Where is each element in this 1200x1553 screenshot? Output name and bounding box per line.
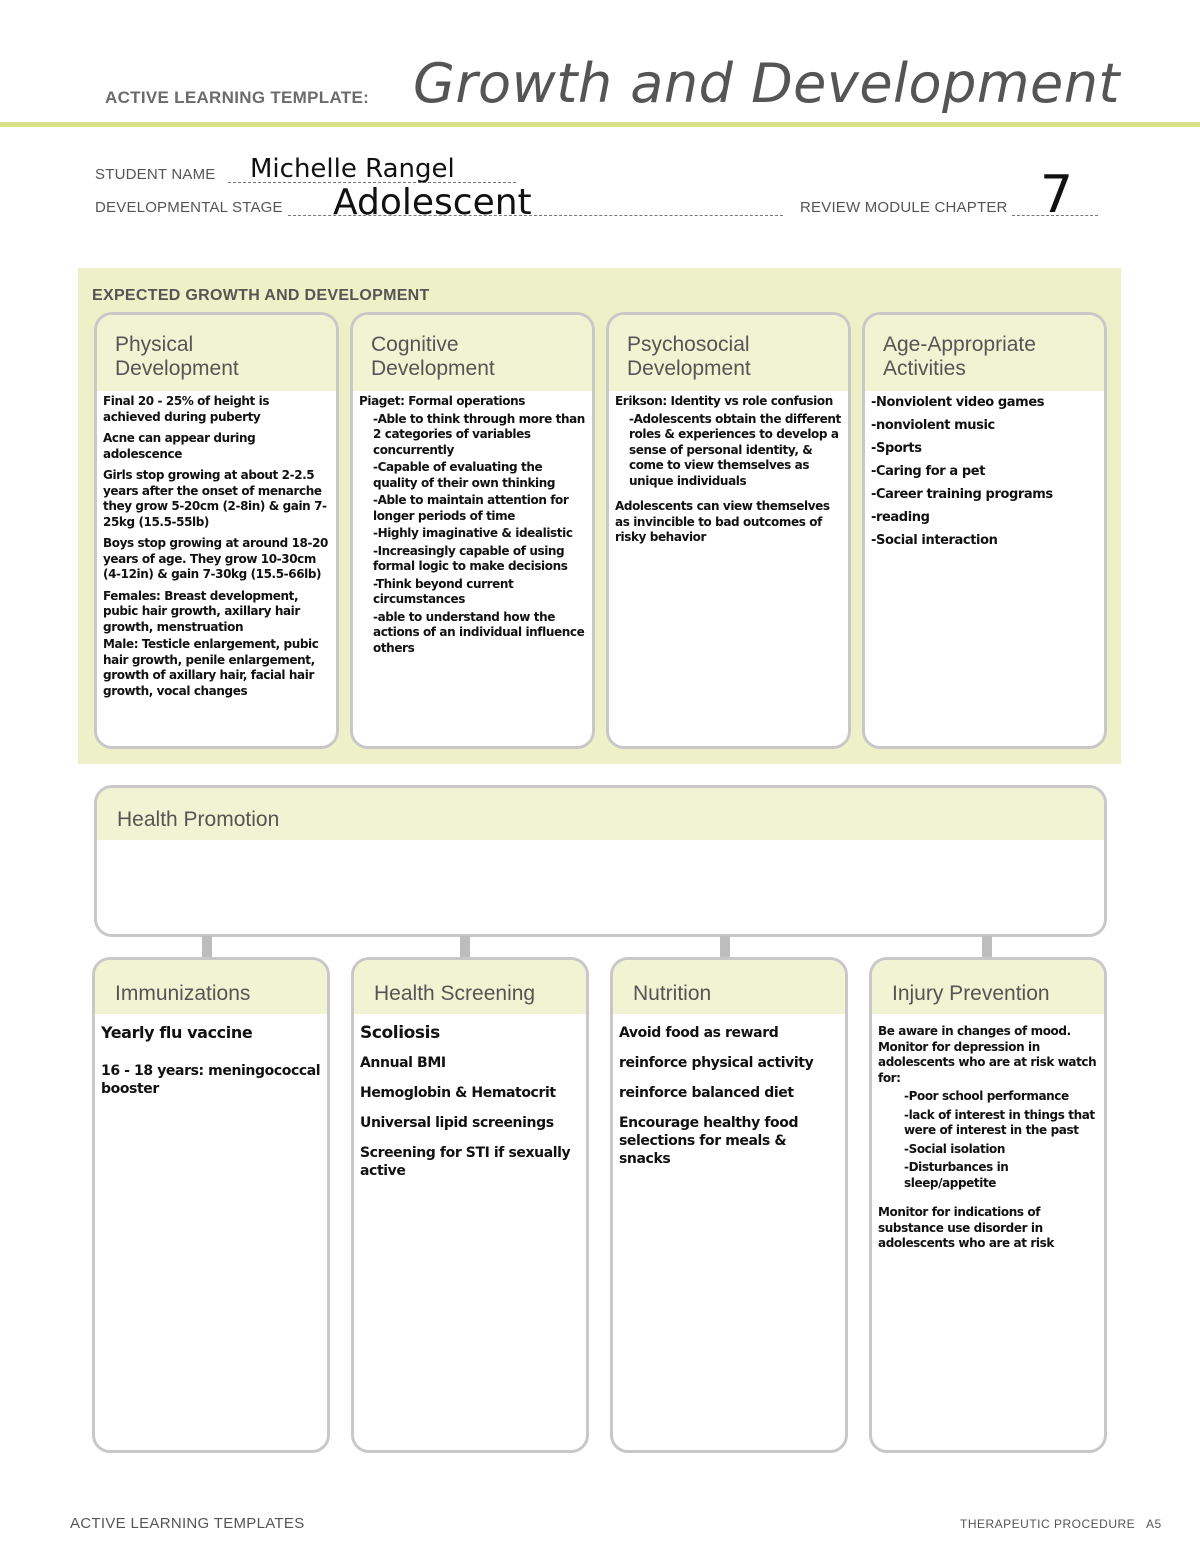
review-module-field[interactable]: 7 xyxy=(1040,165,1074,225)
psychosocial-development-notes[interactable] xyxy=(609,391,848,546)
note-line: Erikson: Identity vs role confusion xyxy=(615,394,833,408)
note-line: -Caring for a pet xyxy=(871,464,986,479)
note-line: Final 20 - 25% of height is achieved during puberty xyxy=(103,394,270,424)
note-line: -Social isolation xyxy=(904,1141,1006,1156)
immunizations-notes[interactable] xyxy=(95,1014,327,1098)
note-line: reinforce balanced diet xyxy=(619,1085,794,1101)
immunizations-header xyxy=(95,960,327,1014)
card-title-line: Physical xyxy=(115,333,194,356)
note-line: 16 - 18 years: meningococcal booster xyxy=(101,1063,321,1097)
note-line: -Disturbances in sleep/appetite xyxy=(904,1160,1009,1190)
note-line: -Highly imaginative & idealistic xyxy=(373,526,573,540)
psychosocial-development-card[interactable] xyxy=(606,312,851,749)
student-name-label: STUDENT NAME xyxy=(95,166,216,183)
age-appropriate-activities-notes[interactable] xyxy=(865,391,1104,549)
card-title-line: Development xyxy=(371,357,495,380)
physical-development-notes[interactable] xyxy=(97,391,336,699)
note-line: Universal lipid screenings xyxy=(360,1115,554,1131)
footer-left-label: ACTIVE LEARNING TEMPLATES xyxy=(70,1515,305,1532)
note-line: -reading xyxy=(871,510,930,525)
card-title-line: Health Screening xyxy=(374,982,536,1005)
note-line: -Social interaction xyxy=(871,533,998,548)
injury-prevention-notes[interactable] xyxy=(872,1014,1104,1252)
health-screening-header xyxy=(354,960,586,1014)
note-line: -Increasingly capable of using formal logic to make decisions xyxy=(373,543,568,573)
note-line: -Career training programs xyxy=(871,487,1053,502)
connector xyxy=(460,936,470,958)
note-line: -Think beyond current circumstances xyxy=(373,576,514,606)
note-line: Screening for STI if sexually active xyxy=(360,1145,571,1179)
note-line: Piaget: Formal operations xyxy=(359,394,525,408)
connector xyxy=(202,936,212,958)
note-line: Male: Testicle enlargement, pubic hair growth, penile enlargement, growth of axillary hair, facial hair growth, vocal changes xyxy=(103,637,319,698)
note-line: -Capable of evaluating the quality of their own thinking xyxy=(373,460,556,490)
note-line: -Sports xyxy=(871,441,922,456)
note-line: Encourage healthy food selections for meals & snacks xyxy=(619,1115,799,1167)
note-line: -Able to think through more than 2 categories of variables concurrently xyxy=(373,411,585,457)
developmental-stage-field[interactable]: Adolescent xyxy=(333,182,532,223)
health-screening-notes[interactable] xyxy=(354,1014,586,1180)
age-appropriate-activities-header xyxy=(865,315,1104,391)
note-line: Be aware in changes of mood. Monitor for depression in adolescents who are at risk watch for: xyxy=(878,1024,1097,1085)
card-title-line: Health Promotion xyxy=(117,808,280,831)
card-title-line: Activities xyxy=(883,357,966,380)
card-title-line: Psychosocial xyxy=(627,333,750,356)
footer-right-label: THERAPEUTIC PROCEDURE A5 xyxy=(960,1517,1162,1531)
template-label: ACTIVE LEARNING TEMPLATE: xyxy=(105,88,370,107)
card-title-line: Cognitive xyxy=(371,333,459,356)
note-line: Avoid food as reward xyxy=(619,1025,779,1041)
connector xyxy=(982,936,992,958)
physical-development-card[interactable] xyxy=(94,312,339,749)
header-rule xyxy=(0,122,1200,127)
health-screening-card[interactable] xyxy=(351,957,589,1453)
cognitive-development-notes[interactable] xyxy=(353,391,592,656)
page-title: Growth and Development xyxy=(413,52,1121,115)
note-line: Yearly flu vaccine xyxy=(101,1023,253,1042)
nutrition-card[interactable] xyxy=(610,957,848,1453)
connector xyxy=(720,936,730,958)
card-title-line: Development xyxy=(627,357,751,380)
injury-prevention-header xyxy=(872,960,1104,1014)
nutrition-header xyxy=(613,960,845,1014)
note-line: Monitor for indications of substance use disorder in adolescents who are at risk xyxy=(878,1205,1054,1250)
age-appropriate-activities-card[interactable] xyxy=(862,312,1107,749)
expected-growth-title: EXPECTED GROWTH AND DEVELOPMENT xyxy=(92,287,430,304)
note-line: -able to understand how the actions of an individual influence others xyxy=(373,609,585,655)
injury-prevention-card[interactable] xyxy=(869,957,1107,1453)
health-promotion-header xyxy=(97,788,1104,840)
developmental-stage-label: DEVELOPMENTAL STAGE xyxy=(95,199,283,216)
note-line: Hemoglobin & Hematocrit xyxy=(360,1085,556,1101)
note-line: Acne can appear during adolescence xyxy=(103,431,256,461)
psychosocial-development-header xyxy=(609,315,848,391)
health-promotion-card[interactable] xyxy=(94,785,1107,937)
note-line: Girls stop growing at about 2-2.5 years after the onset of menarche they grow 5-20cm (2-8in) & gain 7-25kg (15.5-55lb) xyxy=(103,468,327,529)
card-title-line: Injury Prevention xyxy=(892,982,1050,1005)
note-line: -Able to maintain attention for longer periods of time xyxy=(373,493,569,523)
note-line: -Nonviolent video games xyxy=(871,395,1045,410)
note-line: Boys stop growing at around 18-20 years of age. They grow 10-30cm (4-12in) & gain 7-30kg (15.5-66lb) xyxy=(103,536,328,581)
note-line: -Poor school performance xyxy=(904,1089,1069,1103)
immunizations-card[interactable] xyxy=(92,957,330,1453)
note-line: Scoliosis xyxy=(360,1023,440,1043)
note-line: Females: Breast development, pubic hair growth, axillary hair growth, menstruation xyxy=(103,588,300,634)
review-module-label: REVIEW MODULE CHAPTER xyxy=(800,199,1008,216)
cognitive-development-header xyxy=(353,315,592,391)
nutrition-notes[interactable] xyxy=(613,1014,845,1168)
note-line: reinforce physical activity xyxy=(619,1055,814,1071)
note-line: -Adolescents obtain the different roles & experiences to develop a sense of personal identity, & come to view themselves as unique individuals xyxy=(629,411,841,488)
note-line: -lack of interest in things that were of interest in the past xyxy=(904,1107,1095,1137)
card-title-line: Nutrition xyxy=(633,982,712,1005)
card-title-line: Development xyxy=(115,357,239,380)
student-name-field[interactable]: Michelle Rangel xyxy=(250,154,455,184)
note-line: -nonviolent music xyxy=(871,418,995,433)
card-title-line: Age-Appropriate xyxy=(883,333,1036,356)
physical-development-header xyxy=(97,315,336,391)
card-title-line: Immunizations xyxy=(115,982,251,1005)
note-line: Annual BMI xyxy=(360,1055,446,1071)
note-line: Adolescents can view themselves as invincible to bad outcomes of risky behavior xyxy=(615,499,830,544)
cognitive-development-card[interactable] xyxy=(350,312,595,749)
